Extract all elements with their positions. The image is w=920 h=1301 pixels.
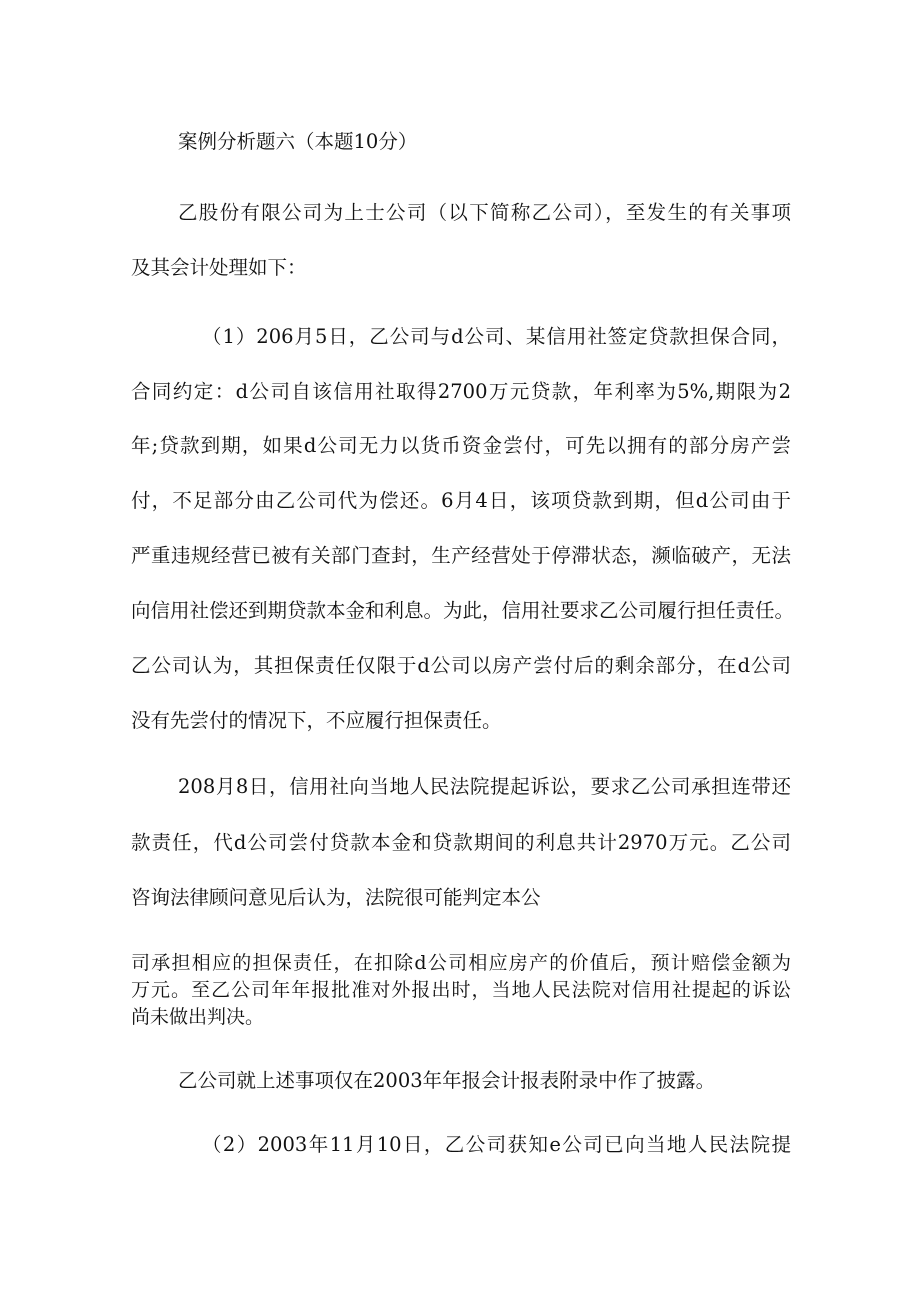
item1-line-4: 付，不足部分由乙公司代为偿还。6月4日，该项贷款到期，但d公司由于	[131, 489, 791, 512]
item1-line-3: 年;贷款到期，如果d公司无力以货币资金尝付，可先以拥有的部分房产尝	[131, 434, 791, 457]
item2-line-1: （2）2003年11月10日，乙公司获知e公司已向当地人民法院提	[202, 1133, 791, 1156]
continuation-line-2: 万元。至乙公司年年报批准对外报出时，当地人民法院对信用社提起的诉讼	[131, 979, 791, 1001]
item1-line-8: 没有先尝付的情况下，不应履行担保责任。	[131, 709, 502, 732]
lawsuit-line-2: 款责任，代d公司尝付贷款本金和贷款期间的利息共计2970万元。乙公司	[131, 831, 791, 854]
continuation-line-3: 尚未做出判决。	[131, 1006, 265, 1028]
item1-line-6: 向信用社偿还到期贷款本金和利息。为此，信用社要求乙公司履行担任责任。	[131, 599, 795, 622]
item1-line-1: （1）206月5日，乙公司与d公司、某信用社签定贷款担保合同，	[202, 325, 791, 348]
lawsuit-line-3: 咨询法律顾问意见后认为，法院很可能判定本公	[131, 886, 541, 909]
item1-line-5: 严重违规经营已被有关部门查封，生产经营处于停滞状态，濒临破产，无法	[131, 544, 791, 567]
intro-line-2: 及其会计处理如下：	[131, 256, 307, 279]
lawsuit-line-1: 208月8日，信用社向当地人民法院提起诉讼，要求乙公司承担连带还	[178, 775, 791, 798]
item1-line-2: 合同约定：d公司自该信用社取得2700万元贷款，年利率为5%,期限为2	[131, 380, 791, 403]
intro-line-1: 乙股份有限公司为上士公司（以下简称乙公司），至发生的有关事项	[178, 201, 791, 224]
item1-line-7: 乙公司认为，其担保责任仅限于d公司以房产尝付后的剩余部分，在d公司	[131, 654, 791, 677]
continuation-line-1: 司承担相应的担保责任，在扣除d公司相应房产的价值后，预计赔偿金额为	[131, 952, 791, 974]
disclosure-line: 乙公司就上述事项仅在2003年年报会计报表附录中作了披露。	[178, 1069, 716, 1092]
section-heading: 案例分析题六（本题10分）	[178, 130, 418, 153]
